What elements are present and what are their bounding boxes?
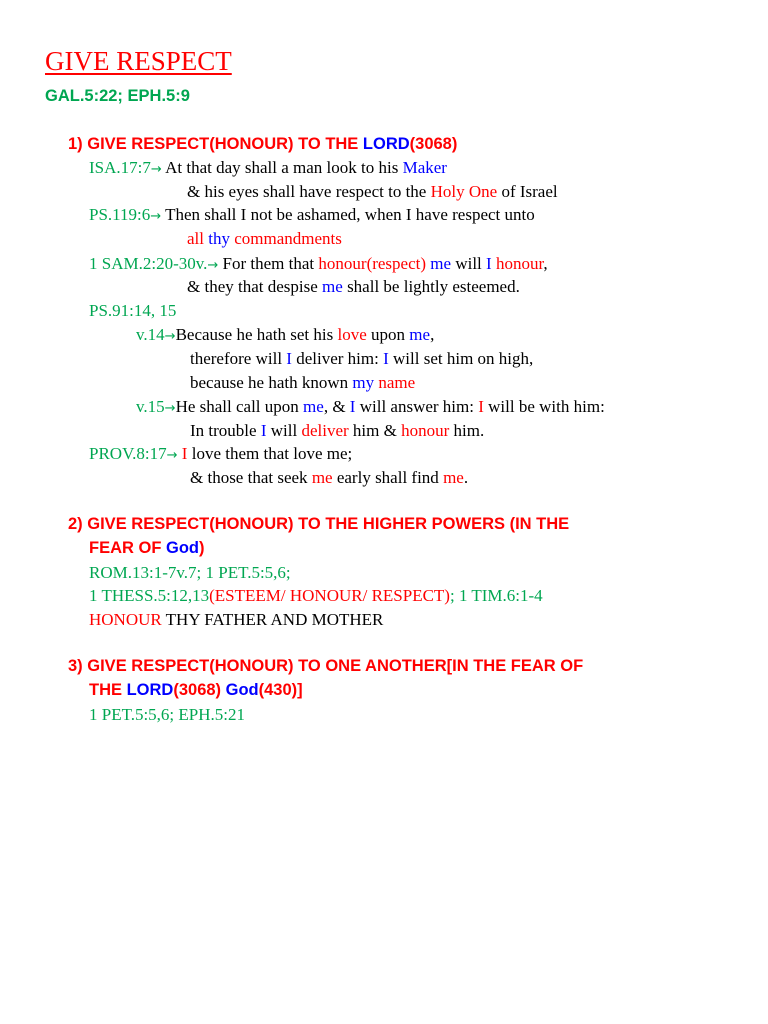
verse-14-line-3: because he hath known my name xyxy=(190,373,416,392)
verse-15-line: v.15→He shall call upon me, & I will answer him: I will be with him: xyxy=(136,397,605,416)
verse-14-line-2: therefore will I deliver him: I will set him on high, xyxy=(190,349,534,368)
document-title: GIVE RESPECT xyxy=(45,46,232,76)
section-3-references: 1 PET.5:5,6; EPH.5:21 xyxy=(89,705,245,724)
section-3-heading-continuation: THE LORD(3068) God(430)] xyxy=(89,681,303,699)
arrow-right-icon: → xyxy=(164,329,176,344)
arrow-right-icon: → xyxy=(164,401,176,416)
section-2-references: ROM.13:1-7v.7; 1 PET.5:5,6; xyxy=(89,563,291,582)
section-2-heading: 2) GIVE RESPECT(HONOUR) TO THE HIGHER POWERS (IN THE xyxy=(68,515,570,533)
ps-91-reference: PS.91:14, 15 xyxy=(89,301,177,320)
section-3-heading: 3) GIVE RESPECT(HONOUR) TO ONE ANOTHER[IN THE FEAR OF xyxy=(68,657,584,675)
prov-8-17-continuation: & those that seek me early shall find me. xyxy=(190,468,469,487)
section-1-heading: 1) GIVE RESPECT(HONOUR) TO THE LORD(3068) xyxy=(68,135,458,153)
isa-17-7-continuation: & his eyes shall have respect to the Holy One of Israel xyxy=(187,182,558,201)
arrow-right-icon: → xyxy=(150,162,162,177)
section-2-thess-line: 1 THESS.5:12,13(ESTEEM/ HONOUR/ RESPECT); 1 TIM.6:1-4 xyxy=(89,586,543,605)
1-sam-2-line: 1 SAM.2:20-30v.→ For them that honour(respect) me will I honour, xyxy=(89,254,548,273)
arrow-right-icon: → xyxy=(207,258,219,273)
verse-14-line: v.14→Because he hath set his love upon me, xyxy=(136,325,435,344)
section-2-honour-line: HONOUR THY FATHER AND MOTHER xyxy=(89,610,384,629)
verse-15-line-2: In trouble I will deliver him & honour him. xyxy=(190,421,485,440)
arrow-right-icon: → xyxy=(166,448,178,463)
section-2-heading-continuation: FEAR OF God) xyxy=(89,539,205,557)
isa-17-7-line: ISA.17:7→ At that day shall a man look to his Maker xyxy=(89,158,447,177)
1-sam-2-continuation: & they that despise me shall be lightly esteemed. xyxy=(187,277,520,296)
arrow-right-icon: → xyxy=(150,209,162,224)
prov-8-17-line: PROV.8:17→ I love them that love me; xyxy=(89,444,353,463)
ps-119-6-continuation: all thy commandments xyxy=(187,229,342,248)
ps-119-6-line: PS.119:6→ Then shall I not be ashamed, when I have respect unto xyxy=(89,205,535,224)
title-references: GAL.5:22; EPH.5:9 xyxy=(45,87,190,105)
